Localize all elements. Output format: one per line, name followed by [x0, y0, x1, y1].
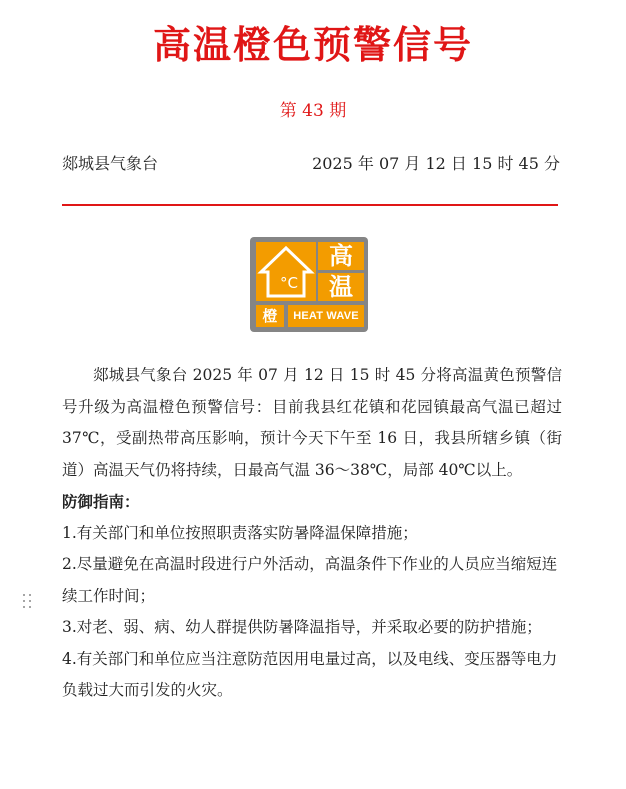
intro-paragraph: 郯城县气象台 2025 年 07 月 12 日 15 时 45 分将高温黄色预警信号升级为高温橙色预警信号：目前我县红花镇和花园镇最高气温已超过 37℃，受副热带高压影响，预计今天下午至 16 日，我县所辖乡镇（街道）高温天气仍将持续，日最高气温 36～38℃，局部 40℃以上。 — [62, 366, 562, 479]
guide-item: 1.有关部门和单位按照职责落实防暑降温保障措施； — [62, 523, 418, 542]
drag-handle-icon[interactable] — [22, 593, 34, 609]
badge-char-top: 高 — [318, 242, 364, 270]
badge-heat-wave-label: HEAT WAVE — [288, 305, 364, 327]
issuer-name: 郯城县气象台 — [62, 154, 159, 173]
issue-datetime: 2025 年 07 月 12 日 15 时 45 分 — [312, 154, 560, 173]
guide-item: 2.尽量避免在高温时段进行户外活动，高温条件下作业的人员应当缩短连续工作时间； — [62, 555, 558, 605]
guide-item: 4.有关部门和单位应当注意防范因用电量过高，以及电线、变压器等电力负载过大而引发的火灾。 — [62, 649, 558, 699]
badge-level-char: 橙 — [256, 305, 284, 327]
warning-title: 高温橙色预警信号 — [152, 23, 473, 67]
warning-body — [62, 360, 562, 707]
badge-char-bottom: 温 — [318, 273, 364, 301]
guide-heading: 防御指南： — [62, 492, 140, 511]
guide-item: 3.对老、弱、病、幼人群提供防暑降温指导，并采取必要的防护措施； — [62, 618, 542, 636]
celsius-symbol: °C — [280, 274, 298, 292]
issue-number: 第 43 期 — [279, 101, 347, 121]
heat-wave-orange-badge — [250, 237, 368, 332]
header-divider — [62, 204, 558, 206]
thermometer-house-icon — [256, 242, 316, 301]
